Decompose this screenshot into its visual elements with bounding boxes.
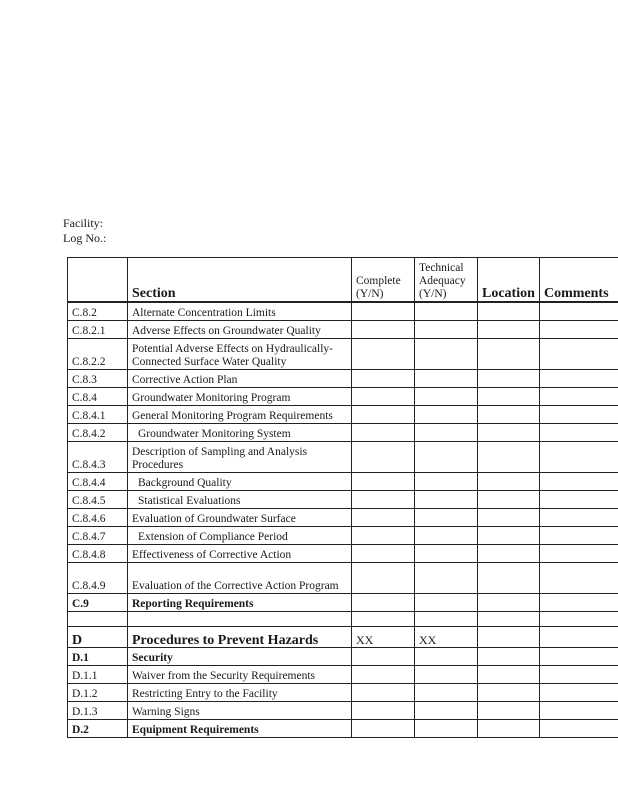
row-location[interactable]	[478, 388, 540, 406]
row-technical[interactable]	[415, 684, 478, 702]
row-location[interactable]	[478, 702, 540, 720]
row-complete[interactable]	[352, 648, 415, 666]
row-title: Security	[128, 648, 352, 666]
row-location[interactable]	[478, 684, 540, 702]
row-comments[interactable]	[540, 406, 618, 424]
row-title: Potential Adverse Effects on Hydraulically-Connected Surface Water Quality	[128, 339, 352, 370]
row-comments[interactable]	[540, 321, 618, 339]
header-comments: Comments	[540, 258, 618, 303]
row-technical[interactable]	[415, 339, 478, 370]
row-technical[interactable]	[415, 473, 478, 491]
row-technical[interactable]	[415, 406, 478, 424]
row-complete[interactable]	[352, 339, 415, 370]
row-comments[interactable]	[540, 339, 618, 370]
header-technical-adequacy	[415, 258, 478, 303]
row-title: Evaluation of the Corrective Action Program	[128, 563, 352, 594]
header-complete-yn: (Y/N)	[356, 288, 384, 300]
row-technical[interactable]	[415, 442, 478, 473]
row-complete[interactable]	[352, 594, 415, 612]
row-complete[interactable]	[352, 388, 415, 406]
row-technical[interactable]	[415, 302, 478, 321]
row-technical[interactable]	[415, 648, 478, 666]
row-location[interactable]	[478, 473, 540, 491]
row-title: General Monitoring Program Requirements	[128, 406, 352, 424]
table-row	[68, 684, 618, 702]
row-comments[interactable]	[540, 545, 618, 563]
row-title: Restricting Entry to the Facility	[128, 684, 352, 702]
row-comments[interactable]	[540, 702, 618, 720]
table-row	[68, 527, 618, 545]
row-location[interactable]	[478, 545, 540, 563]
table-row	[68, 648, 618, 666]
row-comments[interactable]	[540, 563, 618, 594]
header-code-cell	[68, 258, 128, 303]
table-row	[68, 473, 618, 491]
row-title: Description of Sampling and Analysis Procedures	[128, 442, 352, 473]
row-location[interactable]	[478, 666, 540, 684]
row-title: Effectiveness of Corrective Action	[128, 545, 352, 563]
row-comments[interactable]	[540, 720, 618, 738]
row-comments[interactable]	[540, 527, 618, 545]
header-location: Location	[478, 258, 540, 303]
table-row	[68, 442, 618, 473]
row-complete[interactable]	[352, 473, 415, 491]
row-code: C.8.4.9	[68, 563, 128, 594]
row-location[interactable]	[478, 527, 540, 545]
row-title: Extension of Compliance Period	[128, 527, 352, 545]
row-code: C.8.4.8	[68, 545, 128, 563]
row-code: C.8.4.2	[68, 424, 128, 442]
row-location[interactable]	[478, 509, 540, 527]
row-complete[interactable]	[352, 684, 415, 702]
facility-label: Facility:	[63, 216, 103, 230]
row-location[interactable]	[478, 339, 540, 370]
row-technical[interactable]: XX	[415, 627, 478, 648]
row-comments[interactable]	[540, 388, 618, 406]
row-title: Groundwater Monitoring System	[128, 424, 352, 442]
row-code: C.9	[68, 594, 128, 612]
table-row	[68, 321, 618, 339]
spacer-row	[68, 612, 618, 627]
row-code: C.8.4.1	[68, 406, 128, 424]
row-complete[interactable]	[352, 527, 415, 545]
row-technical[interactable]	[415, 594, 478, 612]
row-comments[interactable]	[540, 594, 618, 612]
row-complete[interactable]	[352, 442, 415, 473]
row-code: C.8.4	[68, 388, 128, 406]
row-comments[interactable]	[540, 473, 618, 491]
row-title: Waiver from the Security Requirements	[128, 666, 352, 684]
table-row	[68, 627, 618, 648]
row-comments[interactable]	[540, 684, 618, 702]
header-complete-label: Complete	[356, 275, 401, 287]
table-row	[68, 702, 618, 720]
row-title: Alternate Concentration Limits	[128, 302, 352, 321]
row-location[interactable]	[478, 627, 540, 648]
row-code: C.8.3	[68, 370, 128, 388]
row-location[interactable]	[478, 563, 540, 594]
row-technical[interactable]	[415, 720, 478, 738]
row-location[interactable]	[478, 594, 540, 612]
table-row	[68, 388, 618, 406]
row-technical[interactable]	[415, 424, 478, 442]
log-number-label: Log No.:	[63, 231, 107, 245]
row-title: Corrective Action Plan	[128, 370, 352, 388]
row-code: D	[68, 627, 128, 648]
table-row	[68, 302, 618, 321]
row-title: Statistical Evaluations	[128, 491, 352, 509]
row-title: Warning Signs	[128, 702, 352, 720]
row-code: D.1.1	[68, 666, 128, 684]
header-adequacy-label: Adequacy	[419, 275, 466, 287]
table-row	[68, 370, 618, 388]
row-title: Procedures to Prevent Hazards	[128, 627, 352, 648]
row-technical[interactable]	[415, 527, 478, 545]
row-complete[interactable]	[352, 702, 415, 720]
row-technical[interactable]	[415, 563, 478, 594]
row-location[interactable]	[478, 720, 540, 738]
row-comments[interactable]	[540, 302, 618, 321]
row-title: Background Quality	[128, 473, 352, 491]
row-location[interactable]	[478, 406, 540, 424]
row-comments[interactable]	[540, 442, 618, 473]
table-row	[68, 563, 618, 594]
row-code: C.8.2.1	[68, 321, 128, 339]
row-location[interactable]	[478, 424, 540, 442]
row-technical[interactable]	[415, 370, 478, 388]
table-row	[68, 406, 618, 424]
row-complete[interactable]	[352, 321, 415, 339]
row-location[interactable]	[478, 321, 540, 339]
row-location[interactable]	[478, 302, 540, 321]
row-complete[interactable]	[352, 370, 415, 388]
row-technical[interactable]	[415, 388, 478, 406]
row-technical[interactable]	[415, 491, 478, 509]
row-technical[interactable]	[415, 702, 478, 720]
row-title: Groundwater Monitoring Program	[128, 388, 352, 406]
row-technical[interactable]	[415, 666, 478, 684]
row-code: C.8.4.4	[68, 473, 128, 491]
row-complete[interactable]	[352, 491, 415, 509]
row-location[interactable]	[478, 370, 540, 388]
table-row	[68, 594, 618, 612]
row-complete[interactable]	[352, 545, 415, 563]
row-code: D.2	[68, 720, 128, 738]
row-complete[interactable]	[352, 302, 415, 321]
table-row	[68, 720, 618, 738]
table-row	[68, 339, 618, 370]
table-row	[68, 545, 618, 563]
row-code: C.8.2.2	[68, 339, 128, 370]
table-row	[68, 491, 618, 509]
row-comments[interactable]	[540, 666, 618, 684]
row-comments[interactable]	[540, 648, 618, 666]
header-complete	[352, 258, 415, 303]
table-row	[68, 424, 618, 442]
row-code: D.1	[68, 648, 128, 666]
row-complete[interactable]	[352, 720, 415, 738]
row-technical[interactable]	[415, 321, 478, 339]
row-complete[interactable]	[352, 666, 415, 684]
row-technical[interactable]	[415, 509, 478, 527]
row-complete[interactable]: XX	[352, 627, 415, 648]
row-code: D.1.2	[68, 684, 128, 702]
header-section: Section	[128, 258, 352, 303]
table-row	[68, 666, 618, 684]
row-comments[interactable]	[540, 491, 618, 509]
row-code: C.8.4.7	[68, 527, 128, 545]
row-code: C.8.2	[68, 302, 128, 321]
row-comments[interactable]	[540, 370, 618, 388]
row-code: D.1.3	[68, 702, 128, 720]
row-location[interactable]	[478, 442, 540, 473]
row-comments[interactable]	[540, 424, 618, 442]
row-complete[interactable]	[352, 406, 415, 424]
table-header-row	[68, 258, 618, 303]
row-code: C.8.4.5	[68, 491, 128, 509]
row-title: Adverse Effects on Groundwater Quality	[128, 321, 352, 339]
row-title: Evaluation of Groundwater Surface	[128, 509, 352, 527]
row-complete[interactable]	[352, 424, 415, 442]
row-title: Reporting Requirements	[128, 594, 352, 612]
header-technical-label: Technical	[419, 262, 464, 274]
row-comments[interactable]	[540, 627, 618, 648]
header-technical-yn: (Y/N)	[419, 288, 447, 300]
row-code: C.8.4.3	[68, 442, 128, 473]
row-technical[interactable]	[415, 545, 478, 563]
review-checklist-table	[67, 257, 618, 738]
row-complete[interactable]	[352, 563, 415, 594]
row-comments[interactable]	[540, 509, 618, 527]
row-code: C.8.4.6	[68, 509, 128, 527]
row-location[interactable]	[478, 491, 540, 509]
row-location[interactable]	[478, 648, 540, 666]
table-row	[68, 509, 618, 527]
row-title: Equipment Requirements	[128, 720, 352, 738]
row-complete[interactable]	[352, 509, 415, 527]
